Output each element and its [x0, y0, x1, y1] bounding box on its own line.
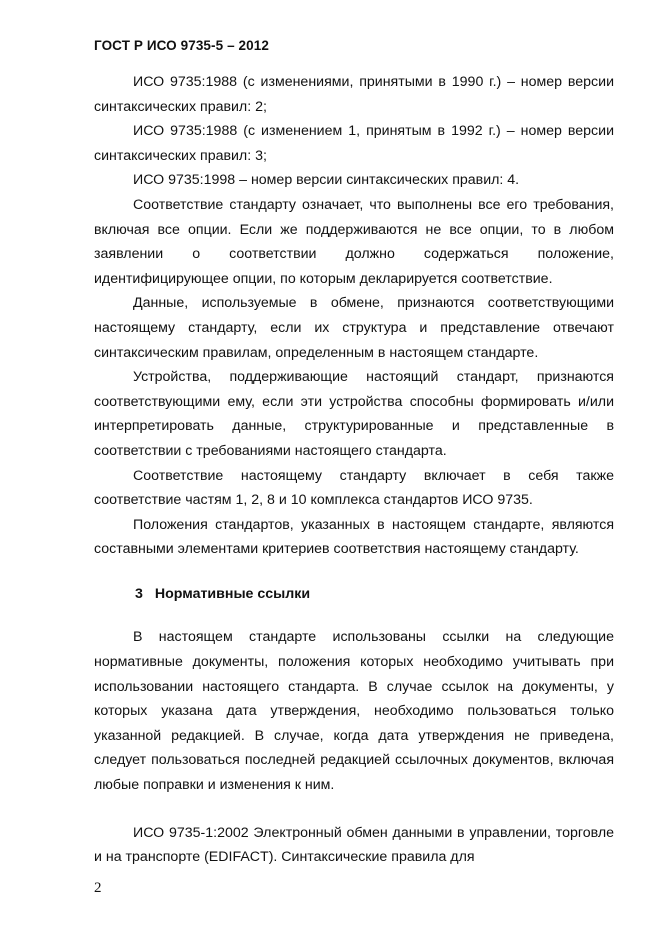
- paragraph-conformance-definition: Соответствие стандарту означает, что выполнены все его требования, включая все опции. Если же поддерживаются не все опции, то в любом заявлении о соответствии должно содержаться положение, идентифицирующее опции, по которым декларируется соответствие.: [94, 196, 614, 287]
- section-heading: [94, 582, 614, 607]
- paragraph-version-3: ИСО 9735:1988 (с изменением 1, принятым в 1992 г.) – номер версии синтаксических правил: 3;: [94, 123, 614, 164]
- document-body: [94, 70, 614, 870]
- paragraph-data-conformance: Данные, используемые в обмене, признаются соответствующими настоящему стандарту, если их структура и представление отвечают синтаксическим правилам, определенным в настоящем стандарте.: [94, 295, 614, 361]
- paragraph-normative-references: В настоящем стандарте использованы ссылки на следующие нормативные документы, положения которых необходимо учитывать при использовании настоящего стандарта. В случае ссылок на документы, у которых указана дата утверждения, необходимо пользоваться только указанной редакцией. В случае, когда дата утверждения не приведена, следует пользоваться последней редакцией ссылочных документов, включая любые поправки и изменения к ним.: [94, 629, 614, 794]
- paragraph-version-2: ИСО 9735:1988 (с изменениями, принятыми в 1990 г.) – номер версии синтаксических правил: 2;: [94, 74, 614, 115]
- document-header: ГОСТ Р ИСО 9735-5 – 2012: [94, 38, 269, 53]
- paragraph-reference-iso-9735-1: ИСО 9735-1:2002 Электронный обмен данными в управлении, торговле и на транспорте (EDIFACT). Синтаксические правила для: [94, 824, 614, 866]
- page-number: 2: [94, 880, 102, 896]
- paragraph-device-conformance: Устройства, поддерживающие настоящий стандарт, признаются соответствующими ему, если эти устройства способны формировать и/или интерпретировать данные, структурированные и представленные в соответствии с требованиями настоящего стандарта.: [94, 369, 614, 459]
- section-title: Нормативные ссылки: [154, 585, 311, 602]
- paragraph-parts-conformance: Соответствие настоящему стандарту включает в себя также соответствие частям 1, 2, 8 и 10 комплекса стандартов ИСО 9735.: [94, 467, 614, 509]
- section-number: 3: [135, 585, 143, 602]
- paragraph-version-4: ИСО 9735:1998 – номер версии синтаксических правил: 4.: [133, 172, 520, 189]
- paragraph-standards-provisions: Положения стандартов, указанных в настоящем стандарте, являются составными элементами критериев соответствия настоящему стандарту.: [94, 516, 614, 558]
